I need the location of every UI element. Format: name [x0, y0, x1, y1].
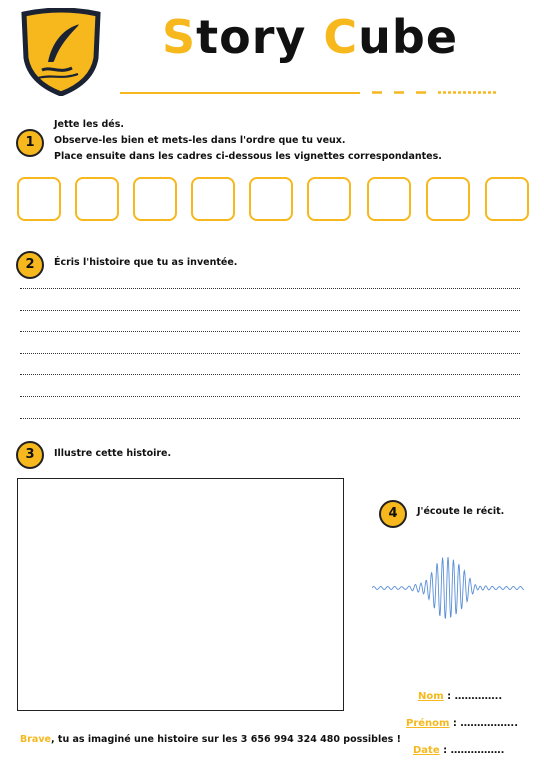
step-1-instructions [54, 117, 524, 165]
dice-frame-3[interactable] [133, 177, 177, 221]
footer-message [20, 734, 401, 745]
illustration-box[interactable] [17, 478, 344, 711]
dice-frame-5[interactable] [249, 177, 293, 221]
writing-line[interactable] [20, 331, 520, 332]
dice-frame-9[interactable] [485, 177, 529, 221]
footer-text: , tu as imaginé une histoire sur les 3 656 994 324 480 possibles ! [50, 734, 401, 745]
step-1-line-1: Jette les dés. [54, 119, 124, 130]
step-1-line-2: Observe-les bien et mets-les dans l'ordre que tu veux. [54, 135, 346, 146]
writing-line[interactable] [20, 396, 520, 397]
page-title: Story Cube [161, 10, 459, 64]
dice-frame-8[interactable] [426, 177, 470, 221]
writing-line[interactable] [20, 353, 520, 354]
step-3-number: 3 [16, 441, 44, 469]
dice-frame-4[interactable] [191, 177, 235, 221]
dice-frame-6[interactable] [307, 177, 351, 221]
prenom-field[interactable] [406, 711, 518, 730]
step-3-instruction: Illustre cette histoire. [54, 448, 172, 459]
step-2-number: 2 [16, 251, 44, 279]
dice-frame-7[interactable] [367, 177, 411, 221]
footer-highlight: Brave [20, 734, 51, 745]
sound-wave-icon [372, 552, 524, 624]
step-4-instruction: J'écoute le récit. [417, 506, 505, 517]
nom-value: : ………….. [443, 691, 503, 702]
title-underline [120, 92, 360, 94]
dice-frame-1[interactable] [17, 177, 61, 221]
step-1-number: 1 [16, 129, 44, 157]
nom-label: Nom [418, 691, 444, 702]
step-1-line-3: Place ensuite dans les cadres ci-dessous les vignettes correspondantes. [54, 151, 442, 162]
quill-shield-logo-icon [20, 8, 102, 96]
prenom-value: : …………….. [449, 718, 519, 729]
writing-line[interactable] [20, 310, 520, 311]
title-dashes [372, 91, 496, 94]
step-4-number: 4 [379, 500, 407, 528]
writing-line[interactable] [20, 374, 520, 375]
date-value: : ……………. [439, 745, 505, 756]
prenom-label: Prénom [406, 718, 450, 729]
dice-frame-2[interactable] [75, 177, 119, 221]
writing-line[interactable] [20, 288, 520, 289]
step-2-instruction: Écris l'histoire que tu as inventée. [54, 257, 238, 268]
date-field[interactable] [413, 738, 504, 757]
nom-field[interactable] [418, 684, 502, 703]
date-label: Date [413, 745, 440, 756]
writing-line[interactable] [20, 418, 520, 419]
